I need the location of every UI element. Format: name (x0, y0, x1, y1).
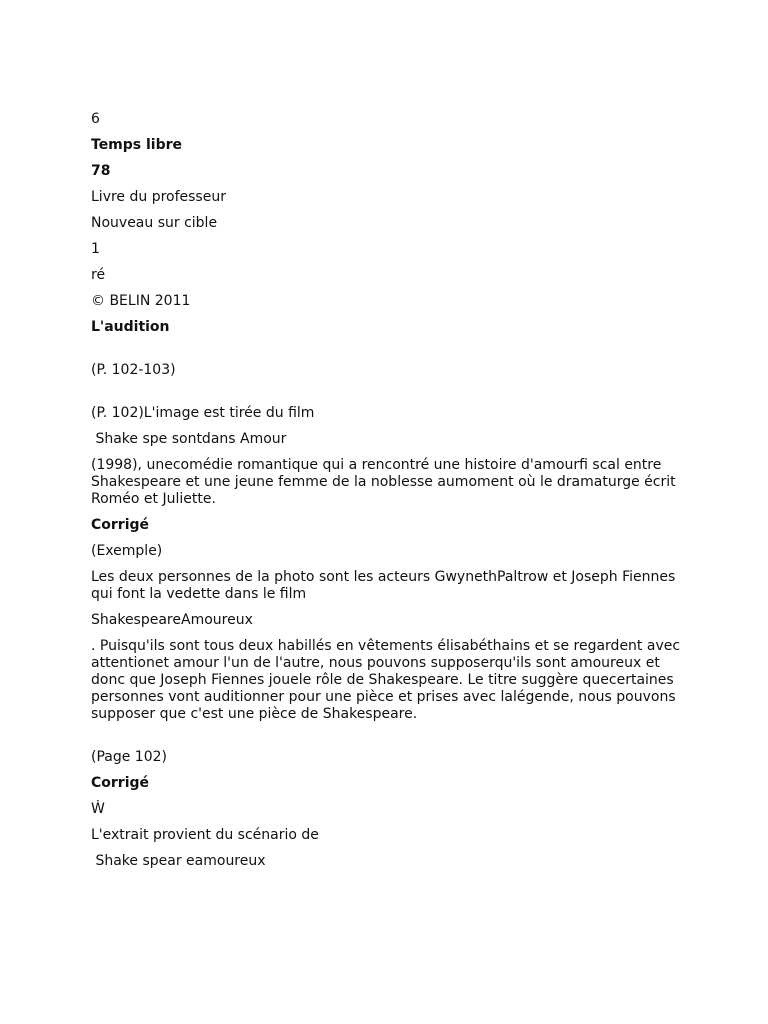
heading-answer: Corrigé (91, 517, 150, 533)
book-type: Livre du professeur (91, 189, 226, 205)
book-page-number: 78 (91, 163, 111, 179)
section-heading: L'audition (91, 319, 170, 335)
spacer (91, 388, 691, 405)
heading-answer-2: Corrigé (91, 775, 150, 791)
level-suffix: ré (91, 267, 106, 283)
paragraph-film-description: (1998), unecomédie romantique qui a rencontré une histoire d'amourfi scal entre Shakespeare et une jeune femme de la noblesse aumoment où le dramaturge écrit Roméo et Juliette. (91, 457, 681, 507)
book-series: Nouveau sur cible (91, 215, 218, 231)
page-reference: (P. 102-103) (91, 362, 176, 378)
level-number: 1 (91, 241, 100, 257)
film-title: Shake spe sontdans Amour (91, 431, 287, 447)
document-page (91, 111, 691, 879)
paragraph-intro: (P. 102)L'image est tirée du film (91, 405, 315, 421)
symbol-line: Ẇ (91, 801, 105, 817)
film-title-2: ShakespeareAmoureux (91, 612, 253, 628)
paragraph-actors: Les deux personnes de la photo sont les acteurs GwynethPaltrow et Joseph Fiennes qui font la vedette dans le film (91, 569, 680, 602)
example-label: (Exemple) (91, 543, 163, 559)
page-number: 6 (91, 111, 100, 127)
unit-title: Temps libre (91, 137, 183, 153)
copyright: © BELIN 2011 (91, 293, 191, 309)
paragraph-extract: L'extrait provient du scénario de (91, 827, 319, 843)
spacer (91, 732, 691, 749)
paragraph-analysis: . Puisqu'ils sont tous deux habillés en vêtements élisabéthains et se regardent avec attentionet amour l'un de l'autre, nous pouvons supposerqu'ils sont amoureux et donc que Joseph Fiennes jouele rôle de Shakespeare. Le titre suggère quecertaines personnes vont auditionner pour une pièce et prises avec lalégende, nous pouvons supposer que c'est une pièce de Shakespeare. (91, 638, 685, 722)
page-reference-2: (Page 102) (91, 749, 167, 765)
spacer (91, 345, 691, 362)
film-title-3: Shake spear eamoureux (91, 853, 266, 869)
